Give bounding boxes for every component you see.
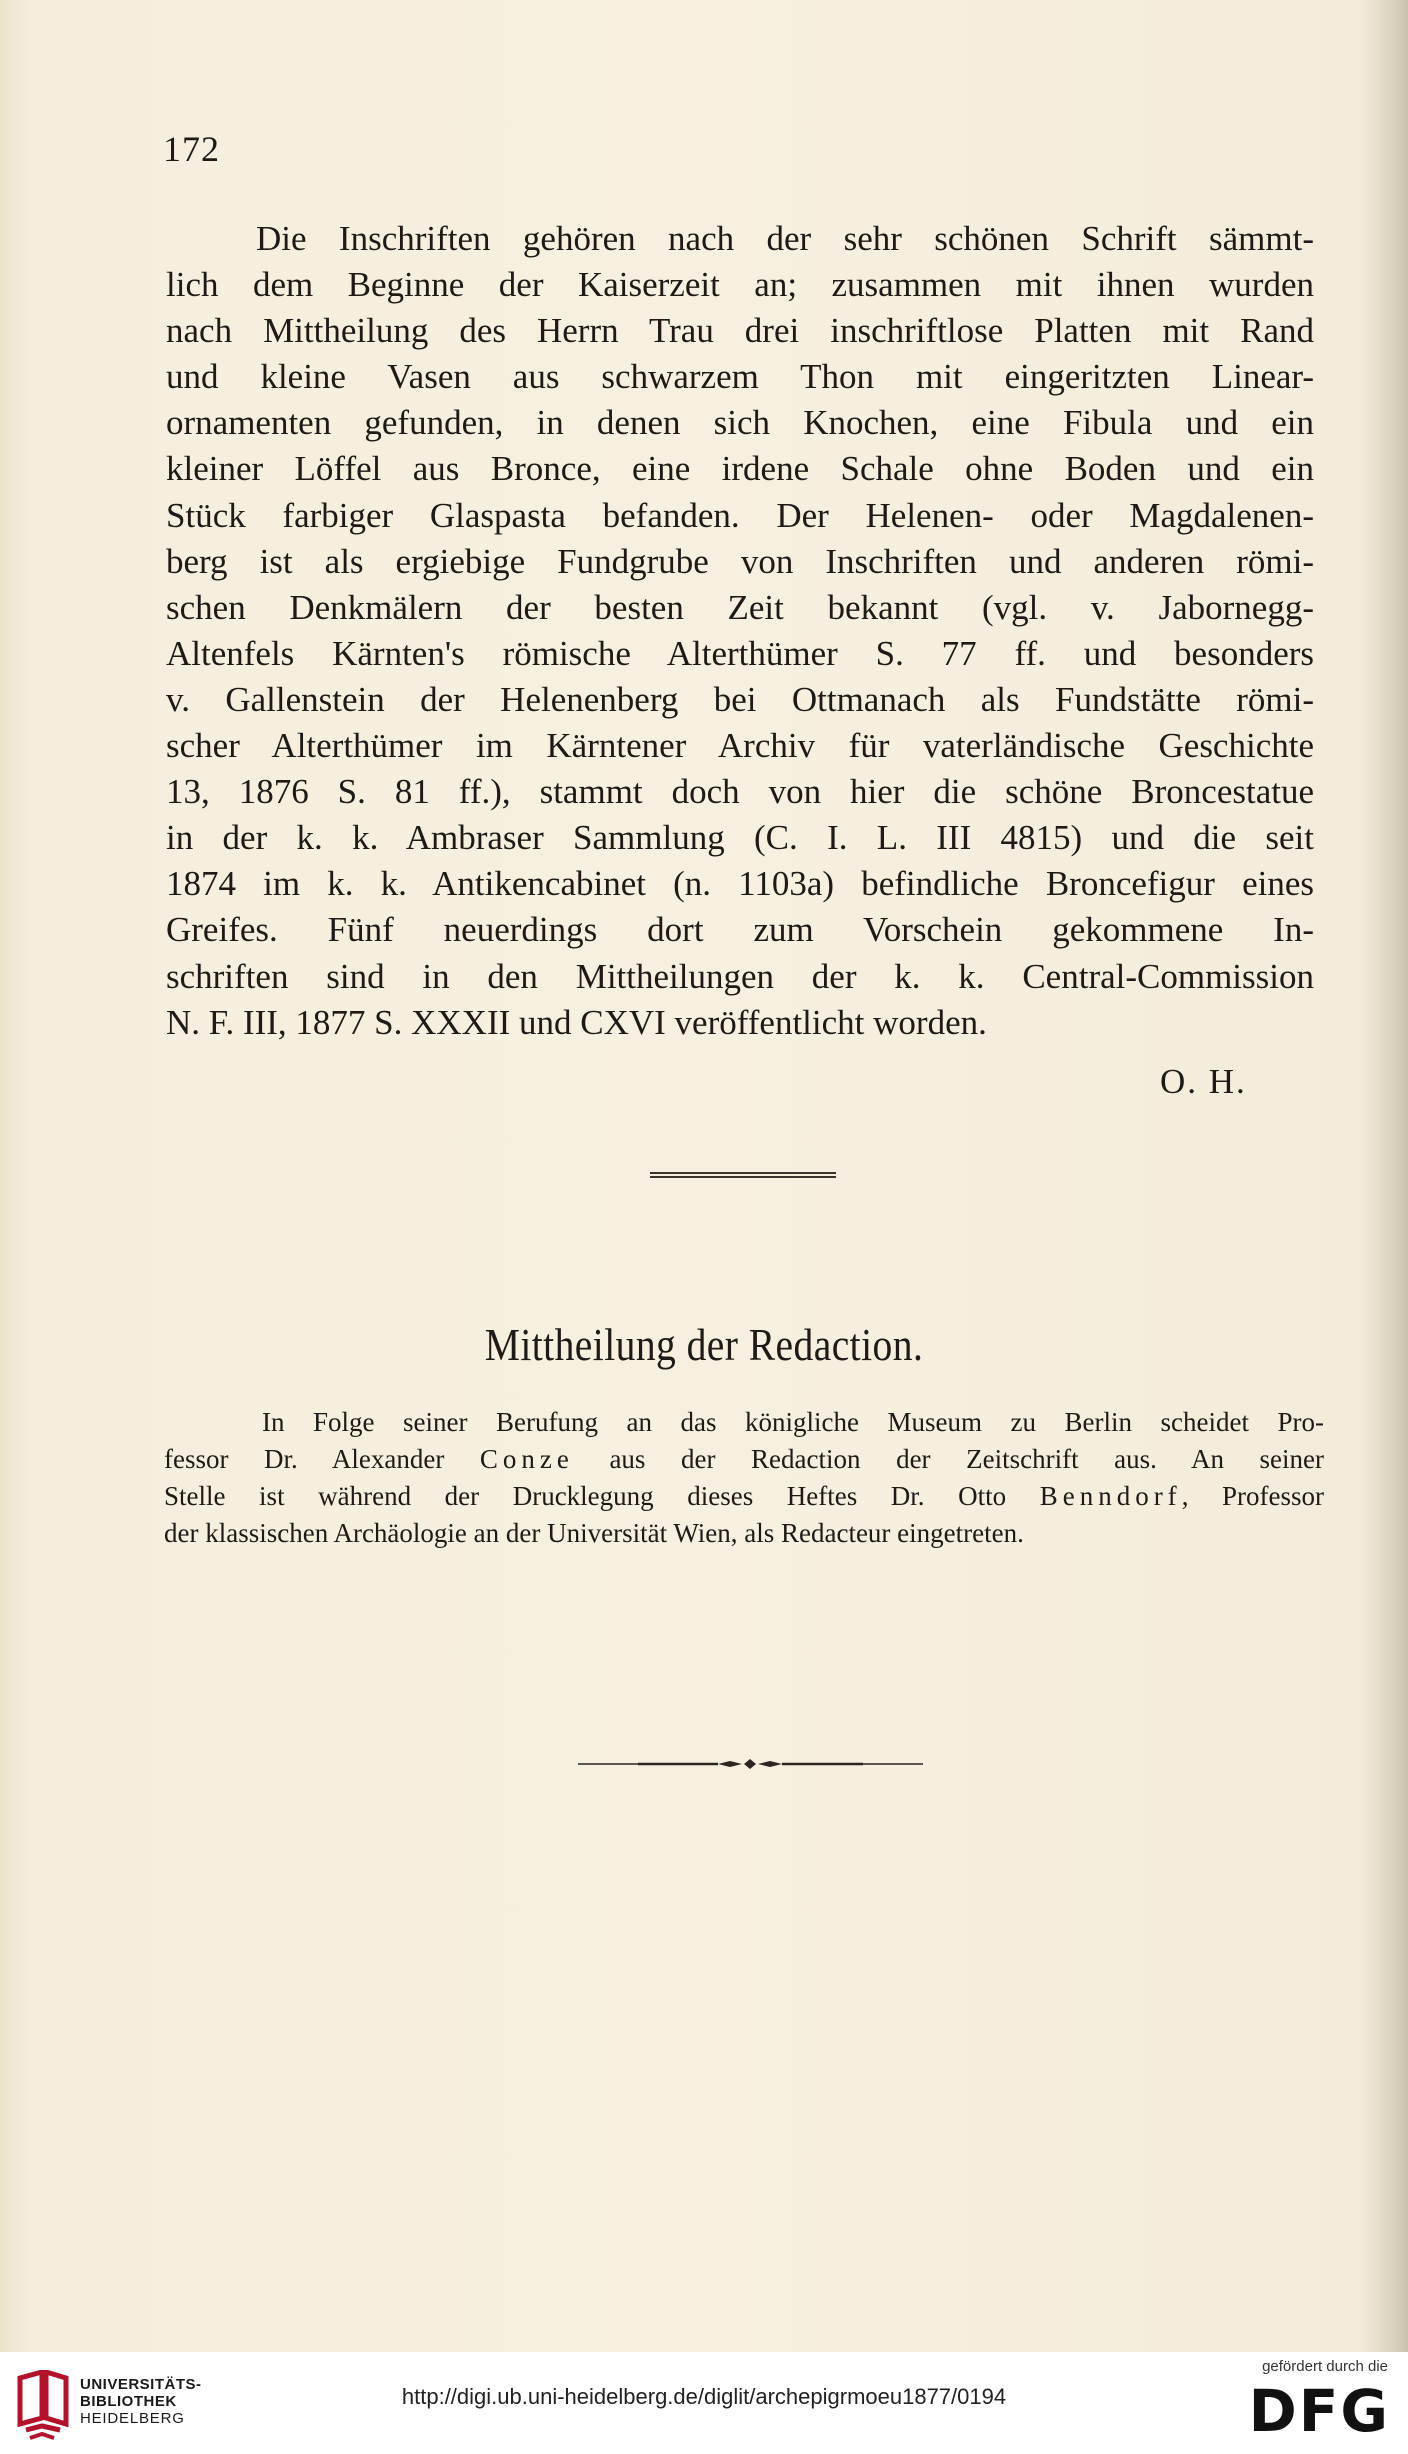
library-name: UNIVERSITÄTS- BIBLIOTHEK HEIDELBERG (80, 2376, 202, 2427)
body-line: 13, 1876 S. 81 ff.), stammt doch von hier die schöne Broncestatue (166, 772, 1314, 812)
permalink-url[interactable]: http://digi.ub.uni-heidelberg.de/diglit/archepigrmoeu1877/0194 (401, 2384, 1007, 2409)
ornamental-rule (578, 1758, 923, 1770)
notice-paragraph (164, 1404, 1324, 1552)
author-signature: O. H. (1160, 1062, 1247, 1101)
footer-bar (0, 2352, 1408, 2454)
body-line: v. Gallenstein der Helenenberg bei Ottmanach als Fundstätte römi- (166, 679, 1314, 719)
body-line: N. F. III, 1877 S. XXXII und CXVI veröffentlicht worden. (166, 1002, 987, 1042)
body-line: Stück farbiger Glaspasta befanden. Der Helenen- oder Magdalenen- (166, 495, 1314, 535)
body-line: schen Denkmälern der besten Zeit bekannt (vgl. v. Jabornegg- (166, 587, 1314, 627)
body-line: und kleine Vasen aus schwarzem Thon mit eingeritzten Linear- (166, 357, 1314, 397)
body-line: ornamenten gefunden, in denen sich Knochen, eine Fibula und ein (166, 403, 1314, 443)
body-line: lich dem Beginne der Kaiserzeit an; zusammen mit ihnen wurden (166, 265, 1314, 305)
body-line: 1874 im k. k. Antikencabinet (n. 1103a) befindliche Broncefigur eines (166, 864, 1314, 904)
funding-label: gefördert durch die (1262, 2358, 1388, 2375)
body-line: scher Alterthümer im Kärntener Archiv für vaterländische Geschichte (166, 726, 1314, 766)
body-line: Die Inschriften gehören nach der sehr schönen Schrift sämmt- (256, 219, 1314, 258)
page-number: 172 (163, 129, 220, 169)
body-paragraph (166, 216, 1314, 1046)
editor-name-conze: Conze (479, 1444, 574, 1474)
notice-line: Stelle ist während der Drucklegung dieses Heftes Dr. Otto Benndorf, Professor (164, 1481, 1324, 1511)
notice-line: der klassischen Archäologie an der Universität Wien, als Redacteur eingetreten. (164, 1518, 1024, 1548)
body-line: kleiner Löffel aus Bronce, eine irdene Schale ohne Boden und ein (166, 449, 1314, 489)
notice-line: In Folge seiner Berufung an das königliche Museum zu Berlin scheidet Pro- (262, 1407, 1324, 1437)
dfg-logo: DFG (1248, 2377, 1390, 2445)
body-line: Altenfels Kärnten's römische Alterthümer S. 77 ff. und besonders (166, 633, 1314, 673)
body-line: in der k. k. Ambraser Sammlung (C. I. L. III 4815) und die seit (166, 818, 1314, 858)
body-line: berg ist als ergiebige Fundgrube von Inschriften und anderen römi- (166, 541, 1314, 581)
section-divider (650, 1172, 836, 1178)
body-line: nach Mittheilung des Herrn Trau drei inschriftlose Platten mit Rand (166, 311, 1314, 351)
body-line: schriften sind in den Mittheilungen der k. k. Central-Commission (166, 956, 1314, 996)
notice-line: fessor Dr. Alexander Conze aus der Redaction der Zeitschrift aus. An seiner (164, 1444, 1324, 1474)
editor-name-benndorf: Benndorf (1039, 1481, 1182, 1511)
body-line: Greifes. Fünf neuerdings dort zum Vorschein gekommene In- (166, 910, 1314, 950)
notice-heading: Mittheilung der Redaction. (484, 1319, 924, 1370)
